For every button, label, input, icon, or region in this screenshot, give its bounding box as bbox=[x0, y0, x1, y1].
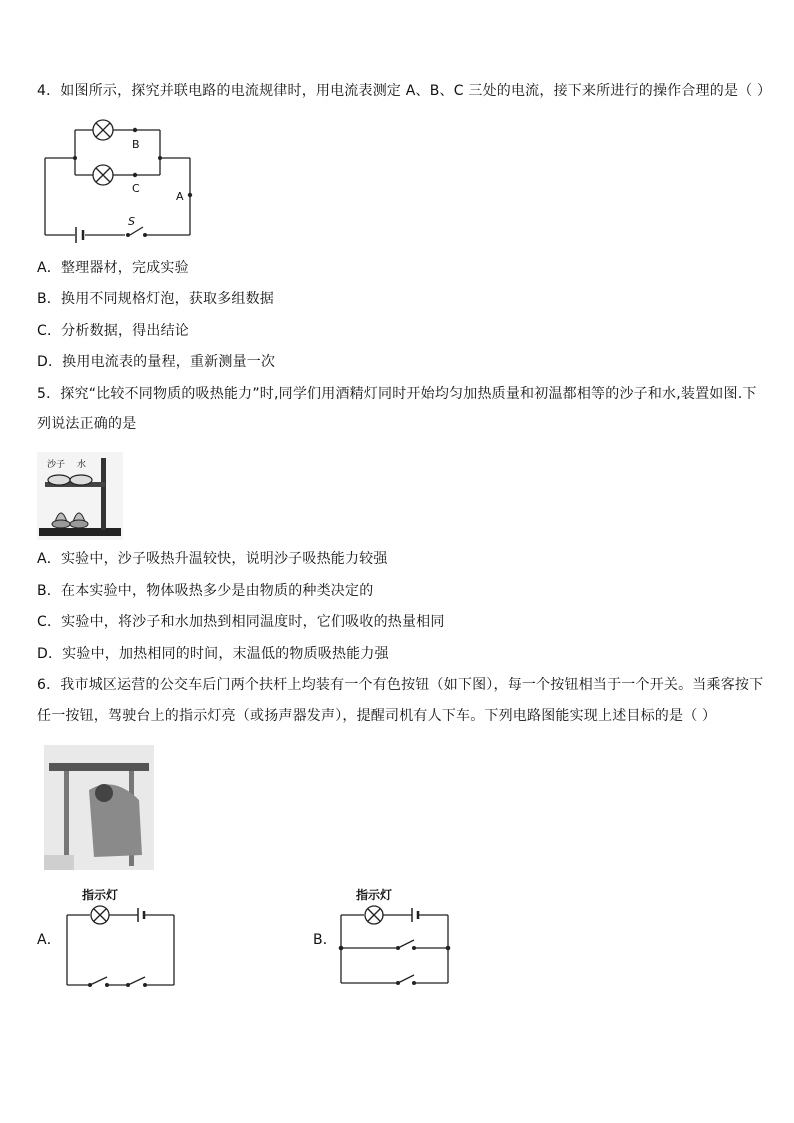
label-sand: 沙子 bbox=[47, 460, 66, 470]
label-a: A bbox=[176, 190, 184, 203]
q6-stem-line-1: 6．我市城区运营的公交车后门两个扶杆上均装有一个有色按钮（如下图），每一个按钮相当于一个开关。当乘客按下 bbox=[37, 677, 764, 693]
label-water: 水 bbox=[77, 460, 87, 470]
q5-option-a: A．实验中，沙子吸热升温较快，说明沙子吸热能力较强 bbox=[37, 551, 388, 567]
q5-option-d: D．实验中，加热相同的时间，末温低的物质吸热能力强 bbox=[37, 646, 389, 662]
q4-option-b: B．换用不同规格灯泡，获取多组数据 bbox=[37, 291, 275, 307]
q5-stem-line-2: 列说法正确的是 bbox=[37, 416, 137, 432]
q5-stem-line-1: 5．探究“比较不同物质的吸热能力”时,同学们用酒精灯同时开始均匀加热质量和初温都相等的沙子和水,装置如图.下 bbox=[37, 386, 757, 402]
q6-circuit-b bbox=[336, 885, 456, 990]
q4-stem: 4．如图所示，探究并联电路的电流规律时，用电流表测定 A、B、C 三处的电流，接下来所进行的操作合理的是（ ） bbox=[37, 83, 772, 99]
q6-bus-button-photo bbox=[44, 745, 154, 870]
q4-option-d: D．换用电流表的量程，重新测量一次 bbox=[37, 354, 276, 370]
indicator-lamp-label: 指示灯 bbox=[82, 888, 119, 902]
indicator-lamp-label: 指示灯 bbox=[356, 888, 393, 902]
q5-option-b: B．在本实验中，物体吸热多少是由物质的种类决定的 bbox=[37, 583, 374, 599]
q6-circuit-a-label: A． bbox=[37, 932, 61, 948]
q4-option-c: C．分析数据，得出结论 bbox=[37, 323, 189, 339]
label-c: C bbox=[132, 182, 140, 195]
q5-heating-apparatus-figure bbox=[37, 452, 123, 540]
label-b: B bbox=[132, 138, 140, 151]
q4-parallel-circuit-figure bbox=[40, 115, 200, 250]
q6-stem-line-2: 任一按钮，驾驶台上的指示灯亮（或扬声器发声），提醒司机有人下车。下列电路图能实现上述目标的是（ ） bbox=[37, 708, 717, 724]
q6-circuit-b-label: B． bbox=[313, 932, 338, 948]
label-s: S bbox=[128, 215, 135, 228]
q6-circuit-a bbox=[62, 885, 182, 990]
q5-option-c: C．实验中，将沙子和水加热到相同温度时，它们吸收的热量相同 bbox=[37, 614, 445, 630]
q4-option-a: A．整理器材，完成实验 bbox=[37, 260, 189, 276]
